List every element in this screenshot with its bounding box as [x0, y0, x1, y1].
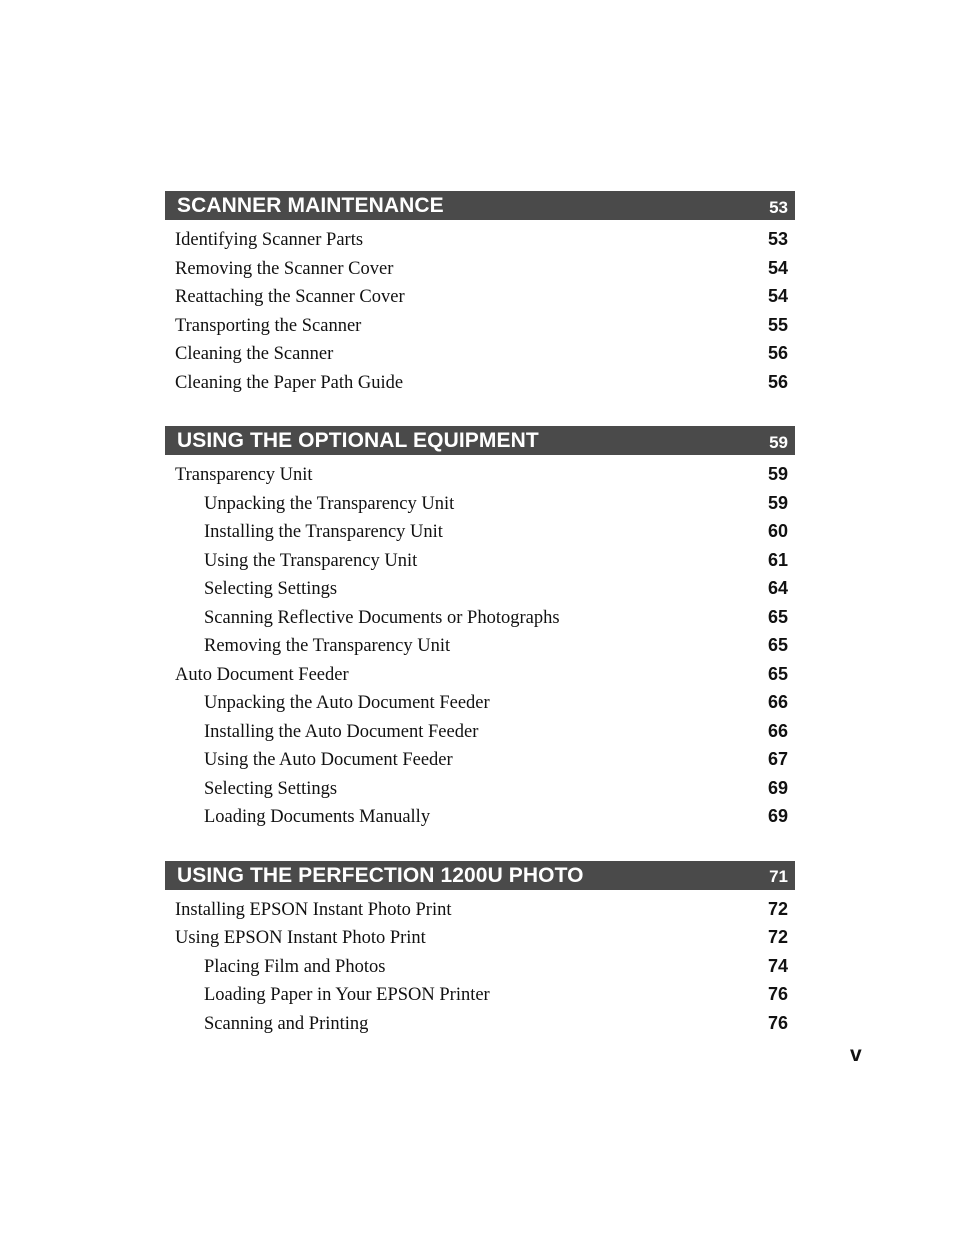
- entry-page-number: 53: [767, 229, 788, 249]
- toc-section-scanner-maintenance: [165, 191, 795, 396]
- entry-page-number: 54: [767, 286, 788, 306]
- section-title: USING THE PERFECTION 1200U PHOTO: [177, 863, 584, 887]
- entry-title: Unpacking the Auto Document Feeder: [204, 693, 490, 713]
- entry-title: Selecting Settings: [204, 778, 338, 799]
- entry-page-number: 60: [767, 521, 788, 541]
- entry-page-number: 69: [767, 806, 788, 826]
- entry-title: Loading Documents Manually: [204, 807, 431, 827]
- toc-entry[interactable]: [165, 460, 795, 489]
- entry-page-number: 72: [767, 927, 788, 947]
- entry-page-number: 74: [767, 955, 788, 976]
- entry-title: Loading Paper in Your EPSON Printer: [204, 985, 490, 1005]
- entry-title: Installing EPSON Instant Photo Print: [175, 899, 452, 920]
- entry-page-number: 65: [767, 635, 788, 655]
- section-entries: [165, 890, 795, 1038]
- entry-page-number: 66: [767, 692, 788, 712]
- entry-title: Auto Document Feeder: [175, 664, 349, 685]
- entry-title: Removing the Transparency Unit: [204, 636, 451, 656]
- toc-entry[interactable]: [165, 895, 795, 924]
- entry-title: Transparency Unit: [175, 465, 313, 485]
- toc-subentry[interactable]: [165, 952, 795, 981]
- section-page-number: 71: [769, 867, 788, 886]
- entry-page-number: 69: [767, 777, 788, 798]
- toc-entry[interactable]: [165, 923, 795, 952]
- entry-page-number: 59: [767, 464, 788, 484]
- section-entries: [165, 455, 795, 831]
- toc-subentry[interactable]: [165, 688, 795, 717]
- toc-subentry[interactable]: [165, 489, 795, 518]
- entry-page-number: 59: [767, 492, 788, 513]
- toc-subentry[interactable]: [165, 631, 795, 660]
- toc-subentry[interactable]: [165, 717, 795, 746]
- toc-entry[interactable]: [165, 368, 795, 397]
- section-header[interactable]: [165, 191, 795, 220]
- page-folio: v: [850, 1043, 862, 1066]
- section-header[interactable]: [165, 426, 795, 455]
- entry-title: Scanning Reflective Documents or Photographs: [204, 607, 560, 628]
- toc-subentry[interactable]: [165, 980, 795, 1009]
- toc-subentry[interactable]: [165, 603, 795, 632]
- toc-subentry[interactable]: [165, 745, 795, 774]
- entry-title: Installing the Auto Document Feeder: [204, 721, 479, 742]
- toc-subentry[interactable]: [165, 802, 795, 831]
- toc-subentry[interactable]: [165, 517, 795, 546]
- entry-page-number: 64: [767, 578, 788, 598]
- toc-entry[interactable]: [165, 660, 795, 689]
- entry-page-number: 67: [767, 749, 788, 769]
- table-of-contents: [165, 191, 795, 1067]
- entry-page-number: 61: [767, 549, 788, 570]
- section-page-number: 59: [769, 432, 788, 452]
- entry-page-number: 65: [767, 606, 788, 627]
- toc-subentry[interactable]: [165, 546, 795, 575]
- entry-page-number: 72: [767, 898, 788, 919]
- section-header[interactable]: [165, 861, 795, 890]
- toc-entry[interactable]: [165, 282, 795, 311]
- entry-title: Identifying Scanner Parts: [175, 230, 364, 250]
- entry-title: Using EPSON Instant Photo Print: [175, 928, 426, 948]
- entry-page-number: 56: [767, 343, 788, 363]
- entry-title: Installing the Transparency Unit: [204, 522, 443, 542]
- toc-entry[interactable]: [165, 339, 795, 368]
- entry-page-number: 76: [767, 1012, 788, 1033]
- toc-entry[interactable]: [165, 311, 795, 340]
- entry-page-number: 76: [767, 984, 788, 1004]
- toc-entry[interactable]: [165, 254, 795, 283]
- entry-title: Cleaning the Scanner: [175, 344, 334, 364]
- entry-title: Selecting Settings: [204, 579, 338, 599]
- entry-page-number: 55: [767, 314, 788, 335]
- entry-title: Transporting the Scanner: [175, 315, 362, 336]
- entry-title: Placing Film and Photos: [204, 956, 386, 977]
- toc-section-using-the-optional-equipment: [165, 426, 795, 831]
- entry-title: Unpacking the Transparency Unit: [204, 493, 455, 514]
- section-title: USING THE OPTIONAL EQUIPMENT: [177, 429, 539, 452]
- entry-title: Reattaching the Scanner Cover: [175, 287, 405, 307]
- entry-title: Removing the Scanner Cover: [175, 258, 394, 279]
- toc-section-using-the-perfection-1200u-photo: [165, 861, 795, 1038]
- entry-title: Scanning and Printing: [204, 1013, 369, 1034]
- toc-subentry[interactable]: [165, 1009, 795, 1038]
- section-page-number: 53: [769, 197, 788, 217]
- toc-subentry[interactable]: [165, 574, 795, 603]
- entry-title: Using the Transparency Unit: [204, 550, 418, 571]
- section-title: SCANNER MAINTENANCE: [177, 194, 444, 217]
- toc-subentry[interactable]: [165, 774, 795, 803]
- entry-title: Cleaning the Paper Path Guide: [175, 372, 404, 393]
- entry-page-number: 54: [767, 257, 788, 278]
- entry-title: Using the Auto Document Feeder: [204, 750, 453, 770]
- section-entries: [165, 220, 795, 396]
- entry-page-number: 56: [767, 371, 788, 392]
- entry-page-number: 66: [767, 720, 788, 741]
- entry-page-number: 65: [767, 663, 788, 684]
- toc-entry[interactable]: [165, 225, 795, 254]
